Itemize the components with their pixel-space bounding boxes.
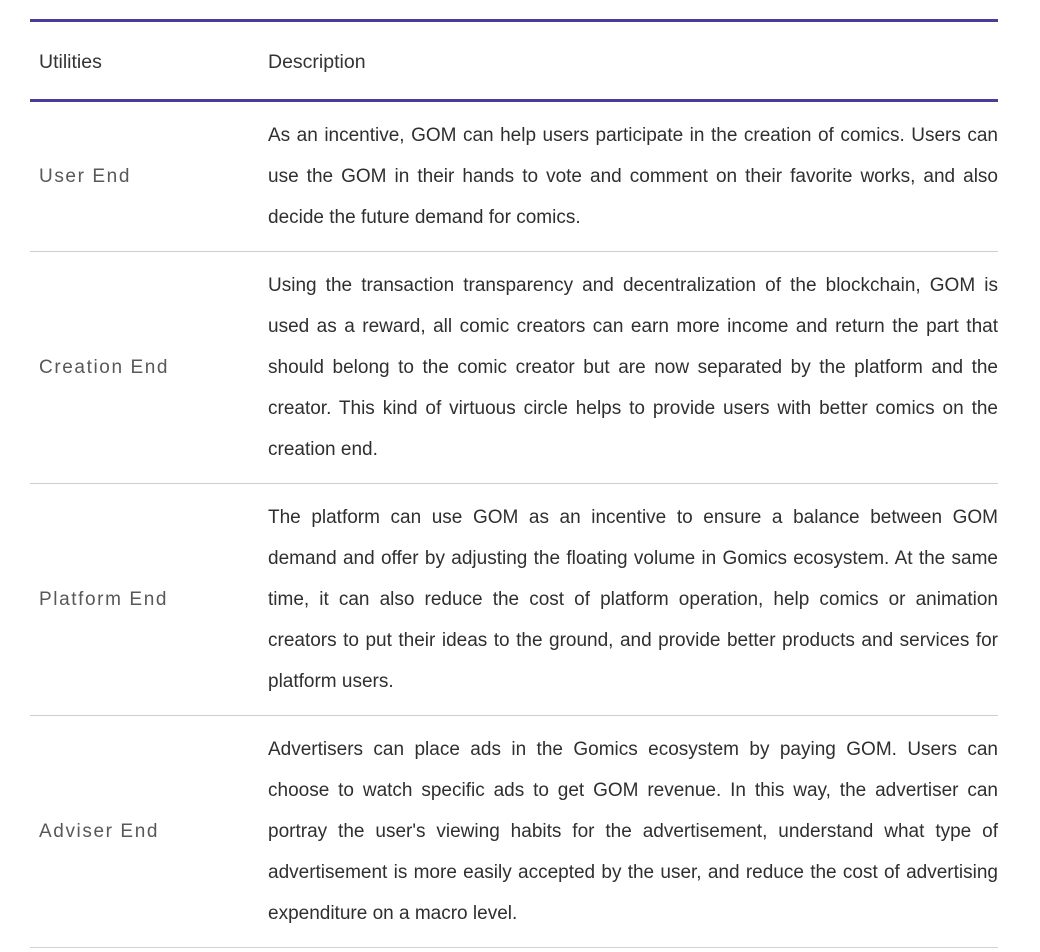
utility-description-text: As an incentive, GOM can help users participate in the creation of comics. Users can use the GOM in their hands to vote and comment on their favorite works, and also decide the future demand for comics. bbox=[268, 125, 998, 228]
utility-label: Creation End bbox=[39, 356, 170, 378]
column-header-utilities: Utilities bbox=[39, 51, 102, 73]
table-header bbox=[30, 21, 998, 101]
utilities-table bbox=[30, 19, 998, 948]
utility-description-text: The platform can use GOM as an incentive to ensure a balance between GOM demand and offer by adjusting the floating volume in Gomics ecosystem. At the same time, it can also reduce the cost of platform operation, help comics or animation creators to put their ideas to the ground, and provide better products and services for platform users. bbox=[268, 507, 998, 692]
table-row bbox=[30, 101, 998, 252]
utility-label: User End bbox=[39, 165, 132, 187]
utility-description-text: Using the transaction transparency and decentralization of the blockchain, GOM is used as a reward, all comic creators can earn more income and return the part that should belong to the comic creator but are now separated by the platform and the creator. This kind of virtuous circle helps to provide users with better comics on the creation end. bbox=[268, 275, 998, 460]
utility-description-cell bbox=[264, 101, 998, 252]
utility-label: Platform End bbox=[39, 588, 169, 610]
table-row bbox=[30, 252, 998, 484]
table-row bbox=[30, 484, 998, 716]
utility-description-cell bbox=[264, 484, 998, 716]
utility-label: Adviser End bbox=[39, 820, 160, 842]
utility-description-cell bbox=[264, 252, 998, 484]
utility-description-text: Advertisers can place ads in the Gomics ecosystem by paying GOM. Users can choose to watch specific ads to get GOM revenue. In this way, the advertiser can portray the user's viewing habits for the advertisement, understand what type of advertisement is more easily accepted by the user, and reduce the cost of advertising expenditure on a macro level. bbox=[268, 739, 998, 924]
column-header-description: Description bbox=[268, 51, 366, 73]
utility-description-cell bbox=[264, 716, 998, 948]
utilities-table-container bbox=[30, 19, 998, 948]
table-row bbox=[30, 716, 998, 948]
table-header-row bbox=[30, 21, 998, 101]
table-body bbox=[30, 101, 998, 948]
